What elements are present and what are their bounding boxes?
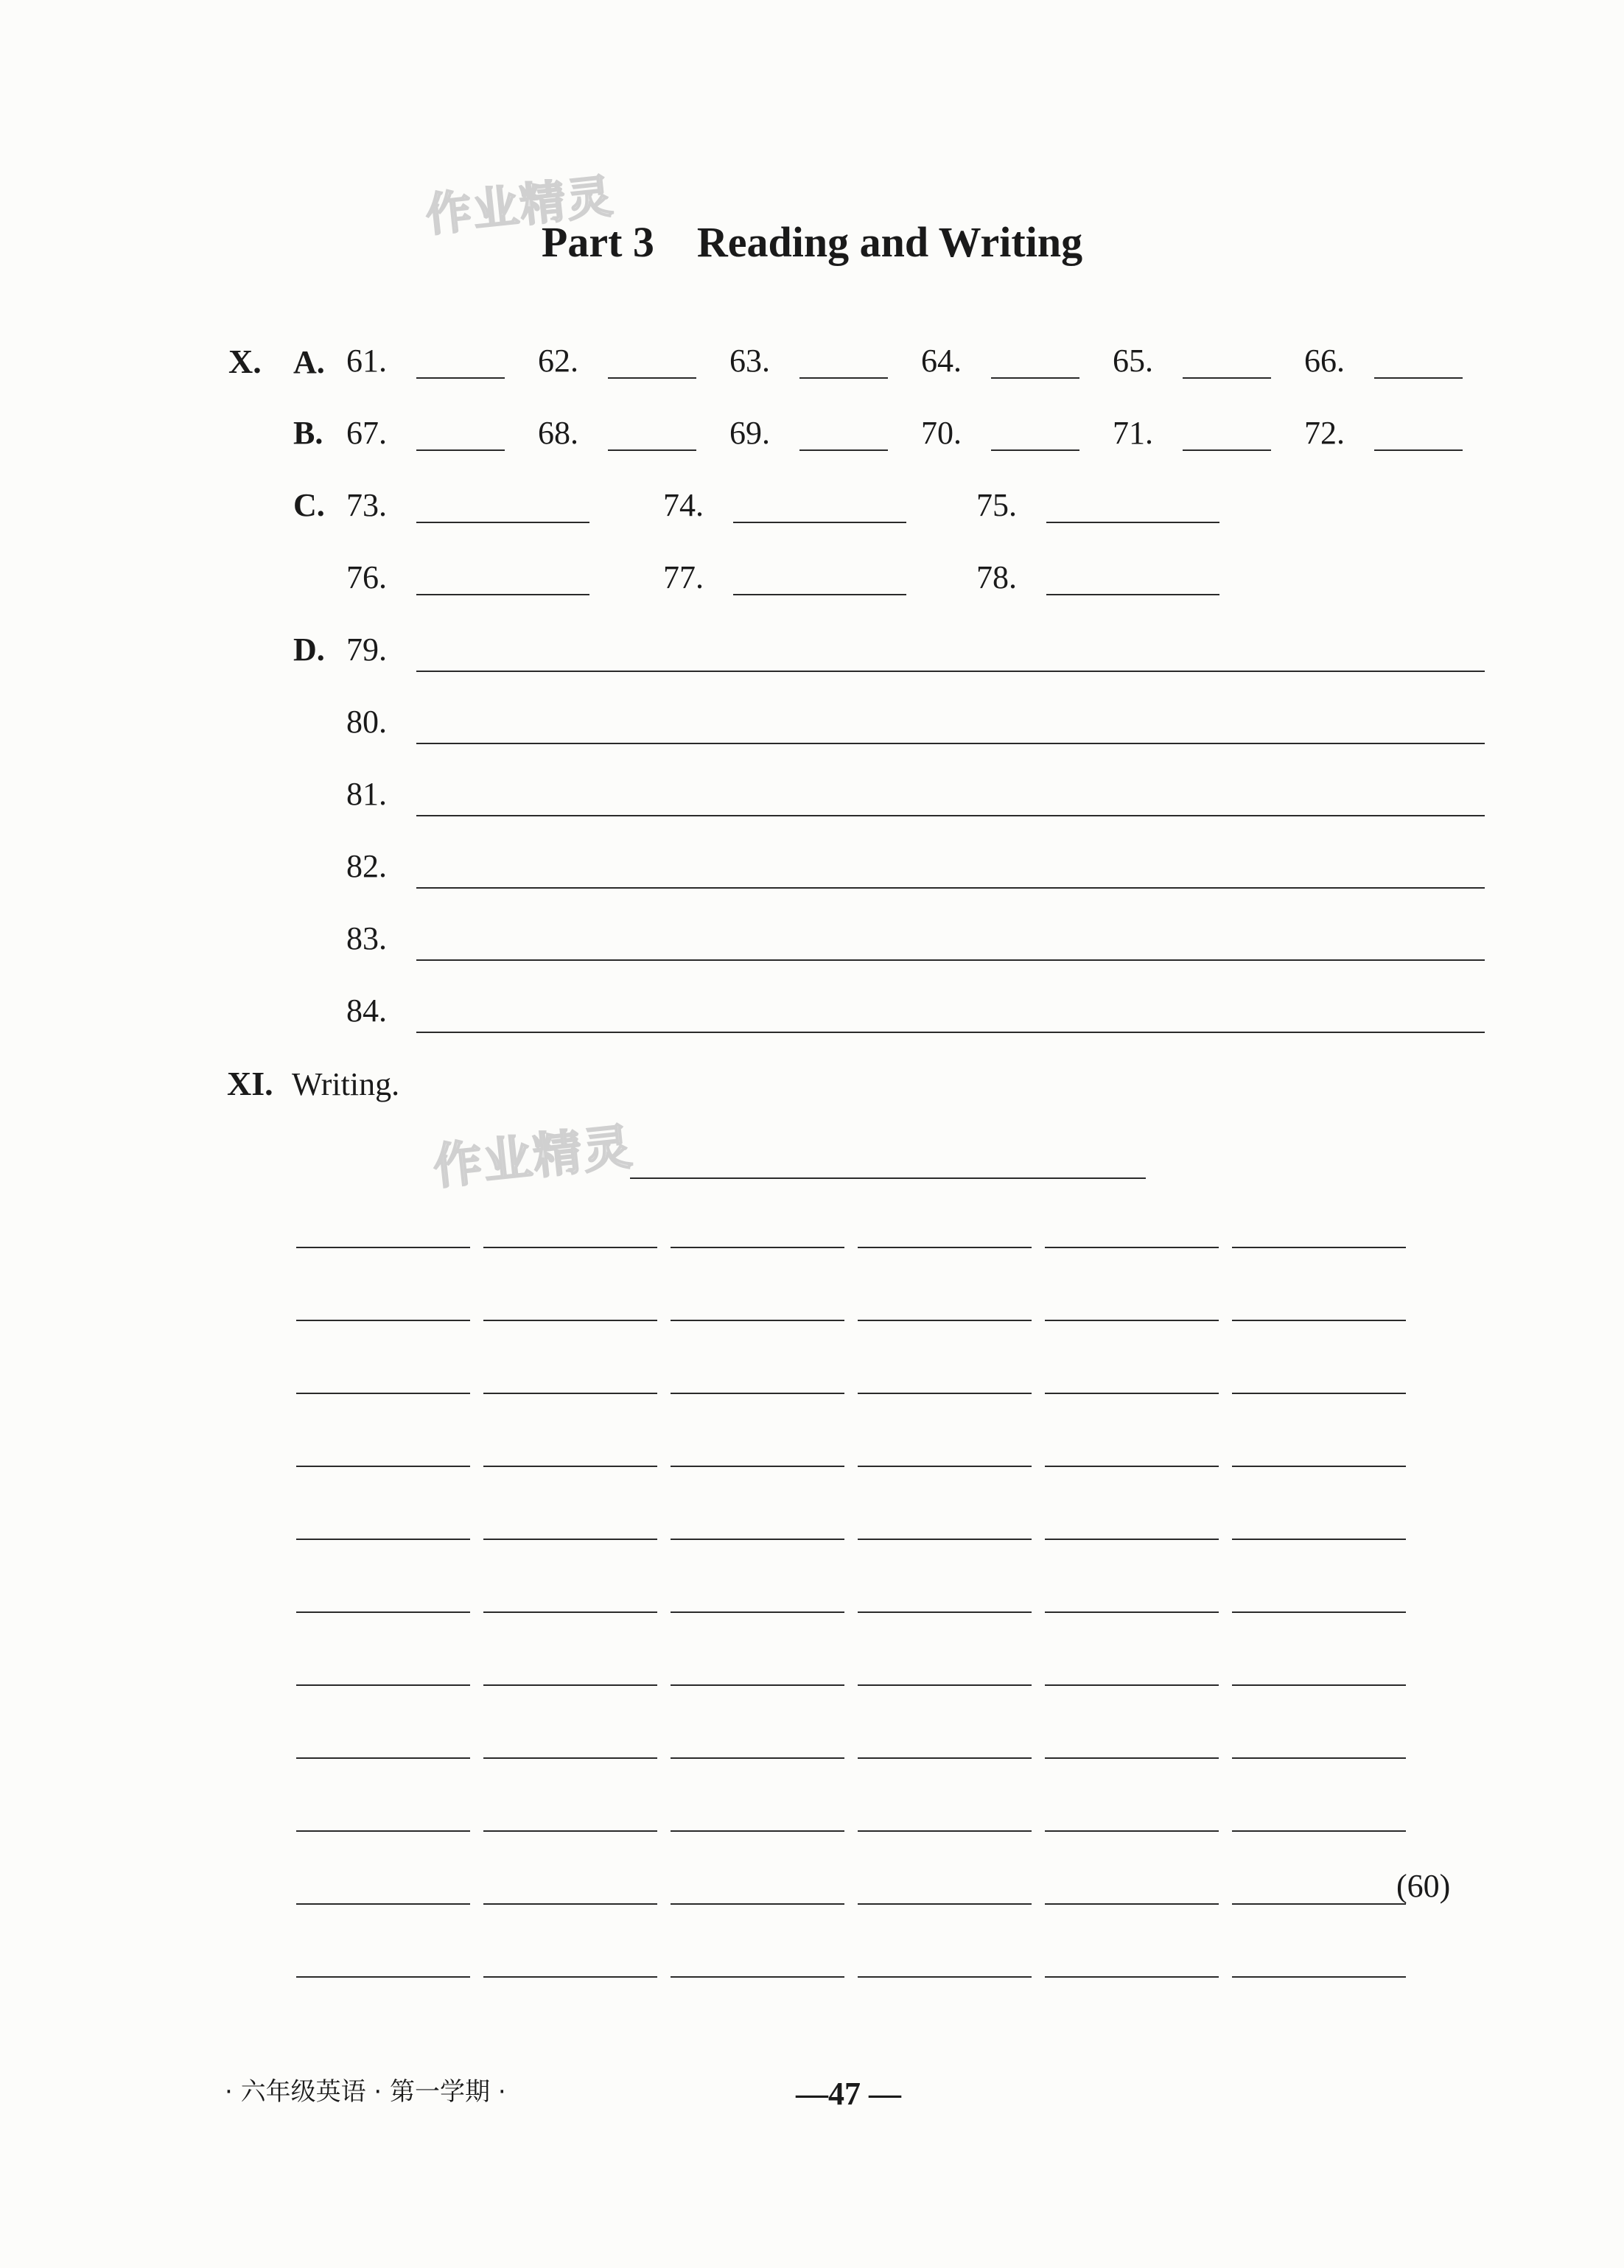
question-63: 63. [729, 343, 770, 379]
page-number: —47 — [796, 2076, 901, 2112]
question-68: 68. [538, 415, 578, 451]
question-64: 64. [921, 343, 962, 379]
writing-line-segment[interactable] [1045, 1976, 1219, 1978]
writing-line-segment[interactable] [483, 1466, 657, 1467]
writing-line-segment[interactable] [1045, 1757, 1219, 1759]
question-70: 70. [921, 415, 962, 451]
writing-line-segment[interactable] [858, 1320, 1032, 1321]
writing-line-segment[interactable] [483, 1976, 657, 1978]
writing-line-segment[interactable] [296, 1830, 470, 1832]
writing-line-segment[interactable] [858, 1757, 1032, 1759]
question-76: 76. [346, 559, 387, 595]
answer-blank-78[interactable] [1046, 594, 1219, 595]
writing-line-segment[interactable] [1232, 1393, 1406, 1394]
writing-line-segment[interactable] [1045, 1320, 1219, 1321]
part-b-label: B. [293, 415, 323, 451]
writing-line-segment[interactable] [671, 1320, 844, 1321]
question-80: 80. [346, 704, 387, 740]
writing-line-segment[interactable] [1232, 1684, 1406, 1686]
answer-blank-76[interactable] [416, 594, 589, 595]
answer-line-82[interactable] [416, 887, 1485, 889]
writing-line-segment[interactable] [1045, 1611, 1219, 1613]
writing-line-segment[interactable] [1045, 1903, 1219, 1905]
writing-line-segment[interactable] [1232, 1466, 1406, 1467]
footer-grade-label: · 六年级英语 · 第一学期 · [225, 2077, 506, 2107]
writing-line-segment[interactable] [483, 1611, 657, 1613]
question-61: 61. [346, 343, 387, 379]
page-title: Part 3 Reading and Writing [541, 218, 1083, 266]
question-67: 67. [346, 415, 387, 451]
writing-line-segment[interactable] [671, 1830, 844, 1832]
answer-blank-64[interactable] [991, 377, 1079, 379]
writing-line-segment[interactable] [1232, 1539, 1406, 1540]
watermark-stamp-middle: 作业精灵 [430, 1118, 636, 1196]
question-74: 74. [663, 487, 704, 523]
answer-blank-67[interactable] [416, 449, 505, 451]
writing-line-segment[interactable] [671, 1611, 844, 1613]
writing-line-segment[interactable] [858, 1976, 1032, 1978]
writing-line-segment[interactable] [858, 1684, 1032, 1686]
answer-line-80[interactable] [416, 743, 1485, 744]
writing-line-segment[interactable] [296, 1611, 470, 1613]
writing-line-segment[interactable] [296, 1247, 470, 1248]
writing-line-segment[interactable] [858, 1903, 1032, 1905]
writing-line-segment[interactable] [296, 1903, 470, 1905]
writing-line-segment[interactable] [483, 1320, 657, 1321]
writing-line-segment[interactable] [483, 1247, 657, 1248]
writing-prompt: Writing. [292, 1066, 400, 1102]
writing-line-segment[interactable] [1045, 1393, 1219, 1394]
writing-line-segment[interactable] [1232, 1611, 1406, 1613]
writing-line-segment[interactable] [1232, 1757, 1406, 1759]
answer-blank-69[interactable] [799, 449, 888, 451]
writing-line-segment[interactable] [296, 1684, 470, 1686]
question-75: 75. [976, 487, 1017, 523]
writing-line-segment[interactable] [1232, 1830, 1406, 1832]
writing-line-segment[interactable] [1232, 1247, 1406, 1248]
writing-line-segment[interactable] [483, 1757, 657, 1759]
writing-line-segment[interactable] [296, 1320, 470, 1321]
part-d-label: D. [293, 631, 325, 668]
answer-blank-66[interactable] [1374, 377, 1463, 379]
writing-line-segment[interactable] [483, 1684, 657, 1686]
writing-line-segment[interactable] [671, 1466, 844, 1467]
writing-line-segment[interactable] [1045, 1830, 1219, 1832]
writing-line-segment[interactable] [296, 1393, 470, 1394]
writing-line-segment[interactable] [483, 1903, 657, 1905]
answer-blank-70[interactable] [991, 449, 1079, 451]
writing-line-segment[interactable] [858, 1466, 1032, 1467]
question-66: 66. [1304, 343, 1345, 379]
writing-line-segment[interactable] [296, 1976, 470, 1978]
writing-line-segment[interactable] [671, 1684, 844, 1686]
answer-blank-71[interactable] [1183, 449, 1271, 451]
answer-blank-63[interactable] [799, 377, 888, 379]
writing-line-segment[interactable] [1232, 1903, 1406, 1905]
answer-blank-75[interactable] [1046, 522, 1219, 523]
answer-blank-74[interactable] [733, 522, 906, 523]
answer-blank-62[interactable] [608, 377, 696, 379]
section-x-label: X. [228, 343, 262, 380]
answer-line-79[interactable] [416, 671, 1485, 672]
writing-line-segment[interactable] [1045, 1247, 1219, 1248]
writing-line-segment[interactable] [1232, 1320, 1406, 1321]
writing-line-segment[interactable] [858, 1539, 1032, 1540]
writing-line-segment[interactable] [1045, 1539, 1219, 1540]
writing-line-segment[interactable] [858, 1830, 1032, 1832]
question-72: 72. [1304, 415, 1345, 451]
question-81: 81. [346, 776, 387, 812]
writing-line-segment[interactable] [671, 1757, 844, 1759]
question-62: 62. [538, 343, 578, 379]
writing-line-segment[interactable] [671, 1976, 844, 1978]
question-78: 78. [976, 559, 1017, 595]
writing-line-segment[interactable] [671, 1903, 844, 1905]
writing-line-segment[interactable] [296, 1757, 470, 1759]
question-73: 73. [346, 487, 387, 523]
answer-blank-72[interactable] [1374, 449, 1463, 451]
section-xi-label: XI. [227, 1065, 273, 1102]
writing-line-segment[interactable] [296, 1539, 470, 1540]
answer-blank-65[interactable] [1183, 377, 1271, 379]
answer-line-81[interactable] [416, 815, 1485, 816]
essay-title-line[interactable] [630, 1177, 1146, 1179]
writing-line-segment[interactable] [1045, 1466, 1219, 1467]
question-84: 84. [346, 993, 387, 1029]
writing-score: (60) [1396, 1868, 1451, 1904]
writing-line-segment[interactable] [858, 1247, 1032, 1248]
writing-line-segment[interactable] [483, 1393, 657, 1394]
writing-line-segment[interactable] [1232, 1976, 1406, 1978]
writing-line-segment[interactable] [483, 1539, 657, 1540]
answer-blank-73[interactable] [416, 522, 589, 523]
writing-line-segment[interactable] [671, 1247, 844, 1248]
question-71: 71. [1113, 415, 1153, 451]
answer-line-84[interactable] [416, 1032, 1485, 1033]
watermark-stamp-top: 作业精灵 [423, 169, 617, 242]
question-65: 65. [1113, 343, 1153, 379]
question-77: 77. [663, 559, 704, 595]
answer-line-83[interactable] [416, 959, 1485, 961]
answer-blank-68[interactable] [608, 449, 696, 451]
question-69: 69. [729, 415, 770, 451]
writing-line-segment[interactable] [671, 1539, 844, 1540]
writing-line-segment[interactable] [671, 1393, 844, 1394]
question-79: 79. [346, 631, 387, 668]
writing-line-segment[interactable] [858, 1611, 1032, 1613]
part-a-label: A. [293, 344, 325, 380]
writing-line-segment[interactable] [296, 1466, 470, 1467]
writing-line-segment[interactable] [483, 1830, 657, 1832]
question-82: 82. [346, 848, 387, 884]
answer-blank-77[interactable] [733, 594, 906, 595]
answer-blank-61[interactable] [416, 377, 505, 379]
writing-line-segment[interactable] [1045, 1684, 1219, 1686]
part-c-label: C. [293, 487, 325, 523]
writing-line-segment[interactable] [858, 1393, 1032, 1394]
question-83: 83. [346, 920, 387, 956]
